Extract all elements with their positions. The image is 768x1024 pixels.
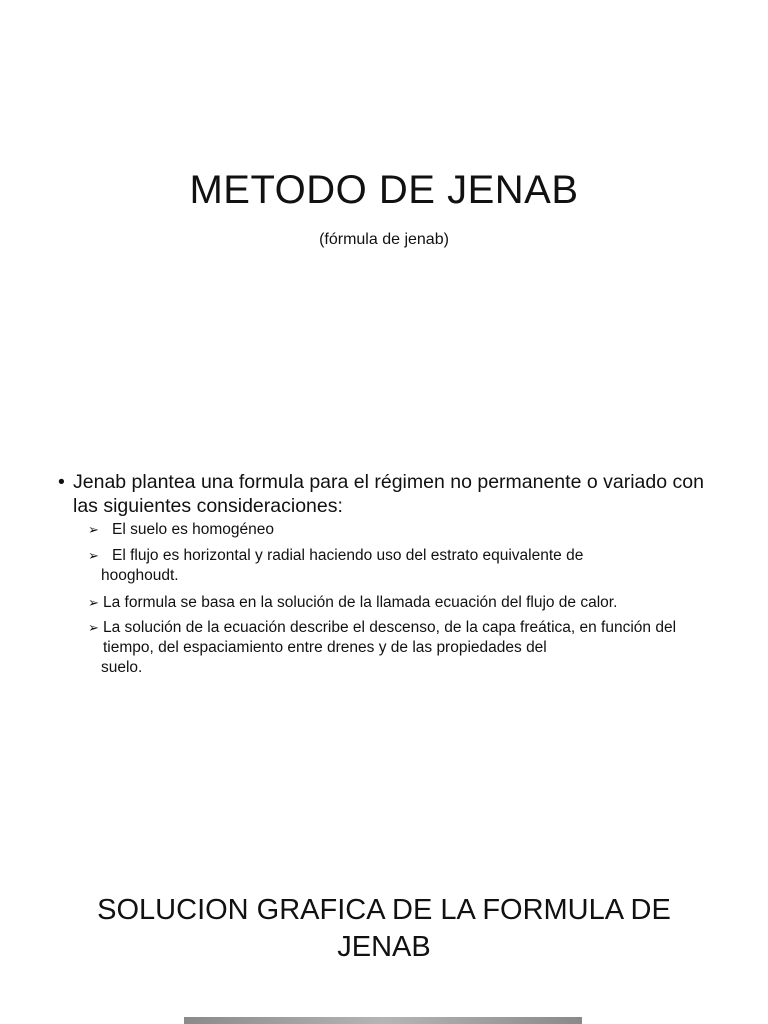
sub-bullet-text: La formula se basa en la solución de la llamada ecuación del flujo de calor.: [103, 594, 618, 611]
bullet-dot-icon: •: [58, 471, 65, 493]
sub-bullet-text: El flujo es horizontal y radial haciendo uso del estrato equivalente de: [112, 547, 584, 564]
arrow-bullet-icon: ➢: [88, 548, 99, 563]
sub-bullet-text: El suelo es homogéneo: [112, 521, 275, 538]
section-title-line2: JENAB: [337, 931, 431, 963]
section-title-line1: SOLUCION GRAFICA DE LA FORMULA DE: [97, 894, 671, 926]
content-slide: [0, 440, 768, 700]
arrow-bullet-icon: ➢: [88, 522, 99, 537]
sub-bullet-text-continued: suelo.: [101, 659, 143, 676]
slide-subtitle: (fórmula de jenab): [319, 231, 449, 248]
sub-bullet: [88, 593, 708, 613]
slide-title: METODO DE JENAB: [189, 168, 579, 212]
section-slide: [0, 860, 768, 1024]
sub-bullet: [88, 520, 708, 540]
arrow-bullet-icon: ➢: [88, 620, 99, 635]
section-title: [0, 892, 768, 966]
main-bullet-text: Jenab plantea una formula para el régimen no permanente o variado con las siguientes consideraciones:: [73, 471, 704, 517]
sub-bullet: [88, 546, 708, 586]
sub-bullet-text: La solución de la ecuación describe el descenso, de la capa freática, en función del tiempo, del espaciamiento entre drenes y de las propiedades del: [103, 619, 677, 656]
decorative-bar: [184, 1017, 582, 1024]
sub-bullet-text-continued: hooghoudt.: [101, 567, 179, 584]
arrow-bullet-icon: ➢: [88, 595, 99, 610]
sub-bullet: [88, 618, 708, 678]
title-slide: [0, 0, 768, 320]
main-bullet: [58, 470, 718, 518]
